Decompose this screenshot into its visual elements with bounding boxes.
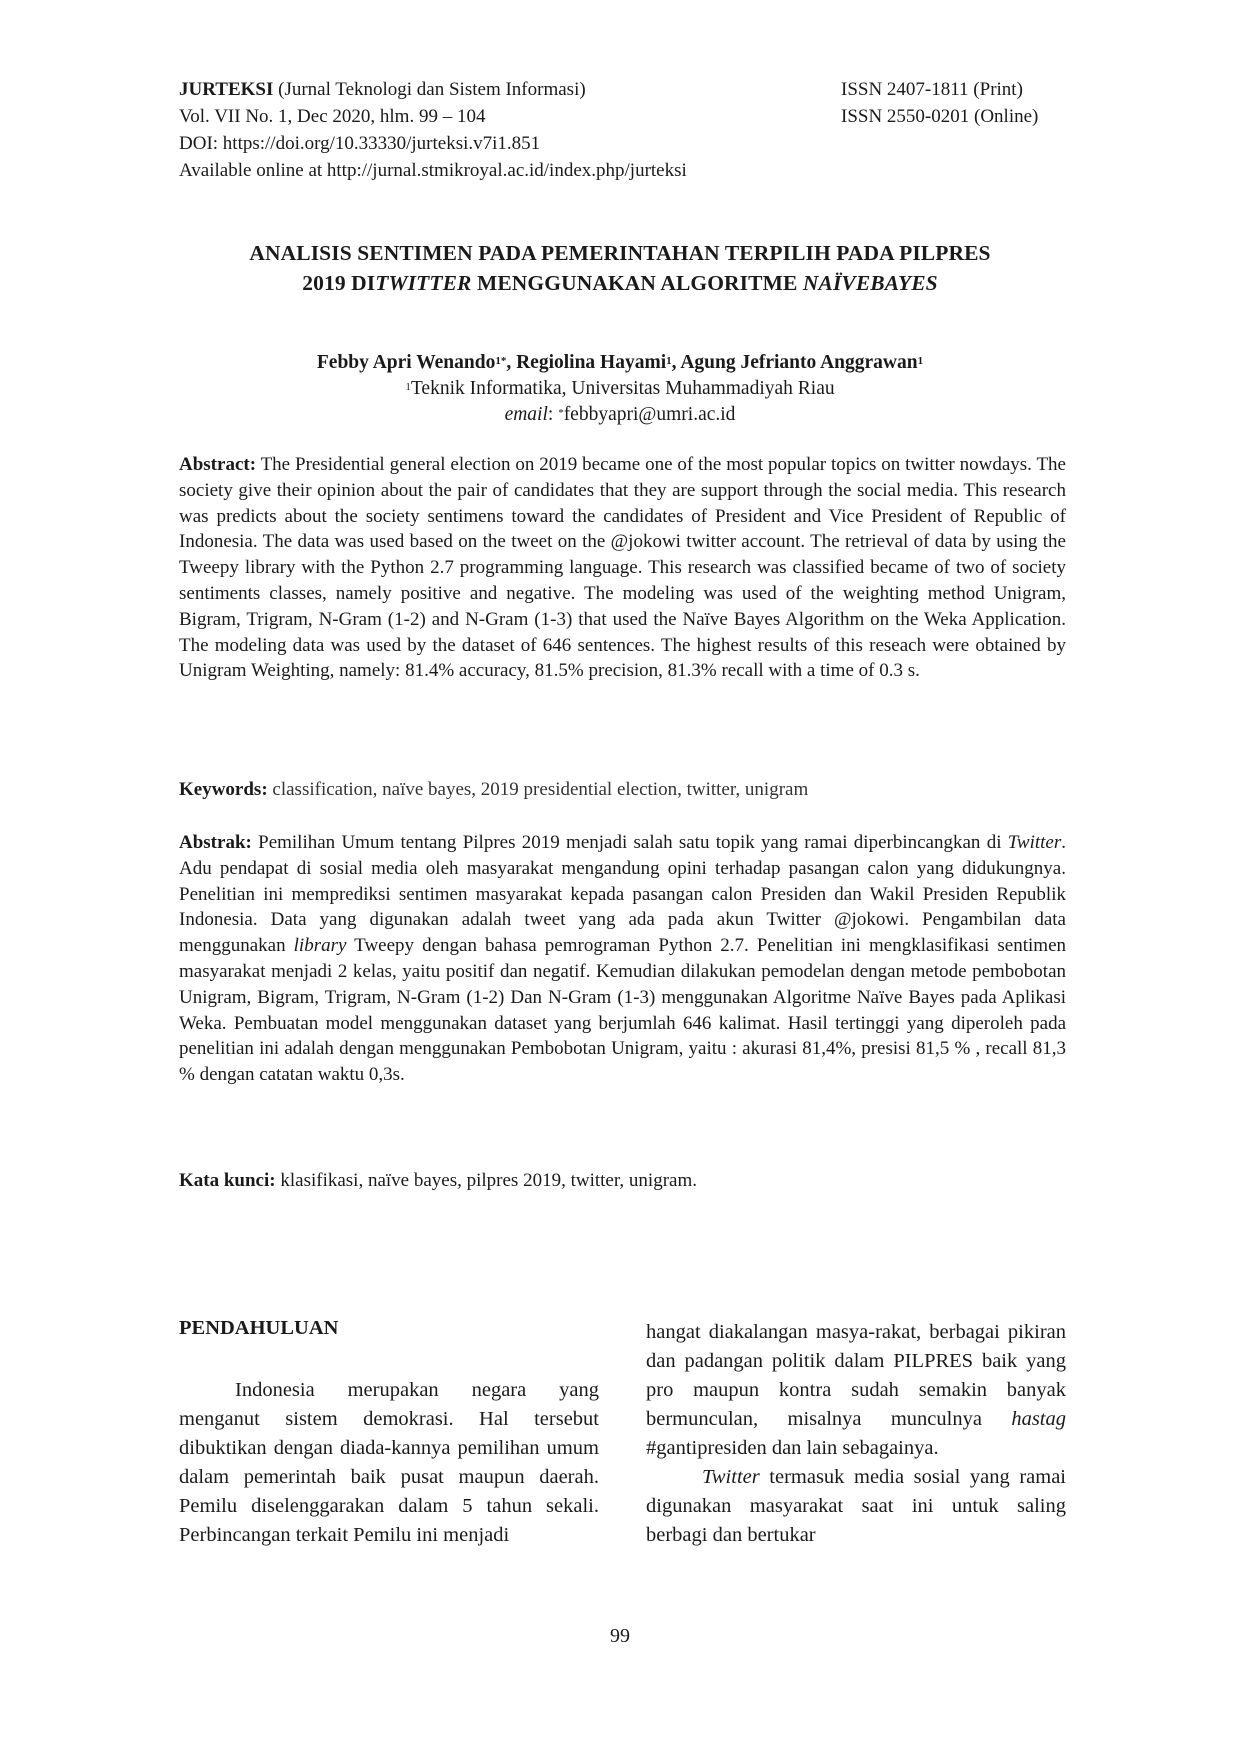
keywords-label: Keywords: [179,779,268,800]
intro-paragraph-continued [646,1318,1066,1463]
kata-kunci-label: Kata kunci: [179,1170,276,1191]
abstract-indonesian [179,830,1066,1088]
kata-kunci-text: klasifikasi, naïve bayes, pilpres 2019, twitter, unigram. [280,1170,697,1191]
affiliation [150,376,1090,402]
keywords-indonesian [179,1168,1066,1194]
right-column [646,1318,1066,1550]
abstrak-label: Abstrak: [179,832,252,853]
issn-online: ISSN 2550-0201 (Online) [841,106,1039,127]
email-sep: : [547,404,559,425]
keywords-english [179,777,1066,803]
title-part: MENGGUNAKAN ALGORITME [471,271,803,295]
affiliation-sup: 1 [405,381,411,393]
author-block [150,350,1090,428]
journal-full-name: (Jurnal Teknologi dan Sistem Informasi) [278,79,586,100]
paper-title [150,238,1090,298]
intro-text: hangat diakalangan masya-rakat, berbagai pikiran dan padangan politik dalam PILPRES baik yang pro maupun kontra sudah semakin banyak bermunculan, misalnya munculnya [646,1321,1066,1430]
author-1-sup: 1* [495,355,507,367]
abstrak-italic-twitter: Twitter [1007,832,1062,853]
title-line-2 [150,268,1090,298]
title-part-italic: TWITTER [375,271,472,295]
title-part-italic: NAÏVEBAYES [802,271,938,295]
abstract-english [179,452,1066,684]
title-part: 2019 DI [302,271,376,295]
email-sup: * [558,407,564,419]
journal-abbr: JURTEKSI [179,79,274,100]
keywords-text: classification, naïve bayes, 2019 presidential election, twitter, unigram [272,779,809,800]
left-column [179,1376,599,1550]
intro-italic-twitter: Twitter [702,1466,760,1488]
abstrak-text-3: Tweepy dengan bahasa pemrograman Python 2.7. Penelitian ini mengklasifikasi sentimen masyarakat menjadi 2 kelas, yaitu positif dan negatif. Kemudian dilakukan pemodelan dengan metode pembobotan Unigram, Bigram, Trigram, N-Gram (1-2) Dan N-Gram (1-3) menggunakan Algoritme Naïve Bayes pada Aplikasi Weka. Pembuatan model menggunakan dataset yang berjumlah 646 kalimat. Hasil tertinggi yang diperoleh pada penelitian ini adalah dengan menggunakan Pembobotan Unigram, yaitu : akurasi 81,4%, presisi 81,5 % , recall 81,3 % dengan catatan waktu 0,3s. [179,935,1067,1086]
doi-link[interactable]: DOI: https://doi.org/10.33330/jurteksi.v7i1.851 [179,133,541,154]
available-online-link[interactable]: Available online at http://jurnal.stmikroyal.ac.id/index.php/jurteksi [179,160,687,181]
abstract-text: The Presidential general election on 2019 became one of the most popular topics on twitter nowdays. The society give their opinion about the pair of candidates that they are support through the social media. This research was predicts about the society sentimens toward the candidates of President and Vice President of Republic of Indonesia. The data was used based on the tweet on the @jokowi twitter account. The retrieval of data by using the Tweepy library with the Python 2.7 programming language. This research was classified became of two of society sentiments classes, namely positive and negative. The modeling was used of the weighting method Unigram, Bigram, Trigram, N-Gram (1-2) and N-Gram (1-3) that used the Naïve Bayes Algorithm on the Weka Application. The modeling data was used by the dataset of 646 sentences. The highest results of this reseach were obtained by Unigram Weighting, namely: 81.4% accuracy, 81.5% precision, 81.3% recall with a time of 0.3 s. [179,454,1066,682]
email-label: email [504,404,548,425]
author-3-sup: 1 [917,355,924,367]
abstrak-italic-library: library [293,935,347,957]
journal-header [179,76,1079,184]
author-2: , Regiolina Hayami [506,352,667,373]
author-2-sup: 1 [666,355,672,367]
intro-paragraph-2 [646,1463,1066,1550]
intro-paragraph-1: Indonesia merupakan negara yang menganut sistem demokrasi. Hal tersebut dibuktikan dengan diada-kannya pemilihan umum dalam pemerintah baik pusat maupun daerah. Pemilu diselenggarakan dalam 5 tahun sekali. Perbincangan terkait Pemilu ini menjadi [179,1379,599,1546]
abstrak-text-2: . Adu pendapat di sosial media oleh masyarakat mengandung opini terhadap pasangan calon yang didukungnya. Penelitian ini memprediksi sentimen masyarakat kepada pasangan calon Presiden dan Wakil Presiden Republik Indonesia. Data yang digunakan adalah tweet yang ada pada akun Twitter @jokowi. Pengambilan data menggunakan [179,832,1067,957]
author-names [150,350,1090,376]
email-line [150,402,1090,428]
intro-italic-hastag: hastag [1011,1408,1066,1430]
journal-volume: Vol. VII No. 1, Dec 2020, hlm. 99 – 104 [179,106,486,127]
intro-text: termasuk media sosial yang ramai digunakan masyarakat saat ini untuk saling berbagi dan bertukar [646,1466,1066,1546]
title-line-1: ANALISIS SENTIMEN PADA PEMERINTAHAN TERPILIH PADA PILPRES [249,241,991,265]
affiliation-text: Teknik Informatika, Universitas Muhammadiyah Riau [410,378,835,399]
author-3: , Agung Jefrianto Anggrawan [671,352,918,373]
abstrak-text-1: Pemilihan Umum tentang Pilpres 2019 menjadi salah satu topik yang ramai diperbincangkan di [258,832,1008,853]
journal-name [179,76,586,103]
page-number: 99 [610,1625,630,1647]
issn-print: ISSN 2407-1811 (Print) [841,79,1023,100]
abstract-label: Abstract: [179,454,257,475]
author-1: Febby Apri Wenando [316,352,496,373]
email-address[interactable]: febbyapri@umri.ac.id [563,404,736,425]
section-heading: PENDAHULUAN [179,1317,339,1339]
intro-text: #gantipresiden dan lain sebagainya. [646,1437,939,1459]
